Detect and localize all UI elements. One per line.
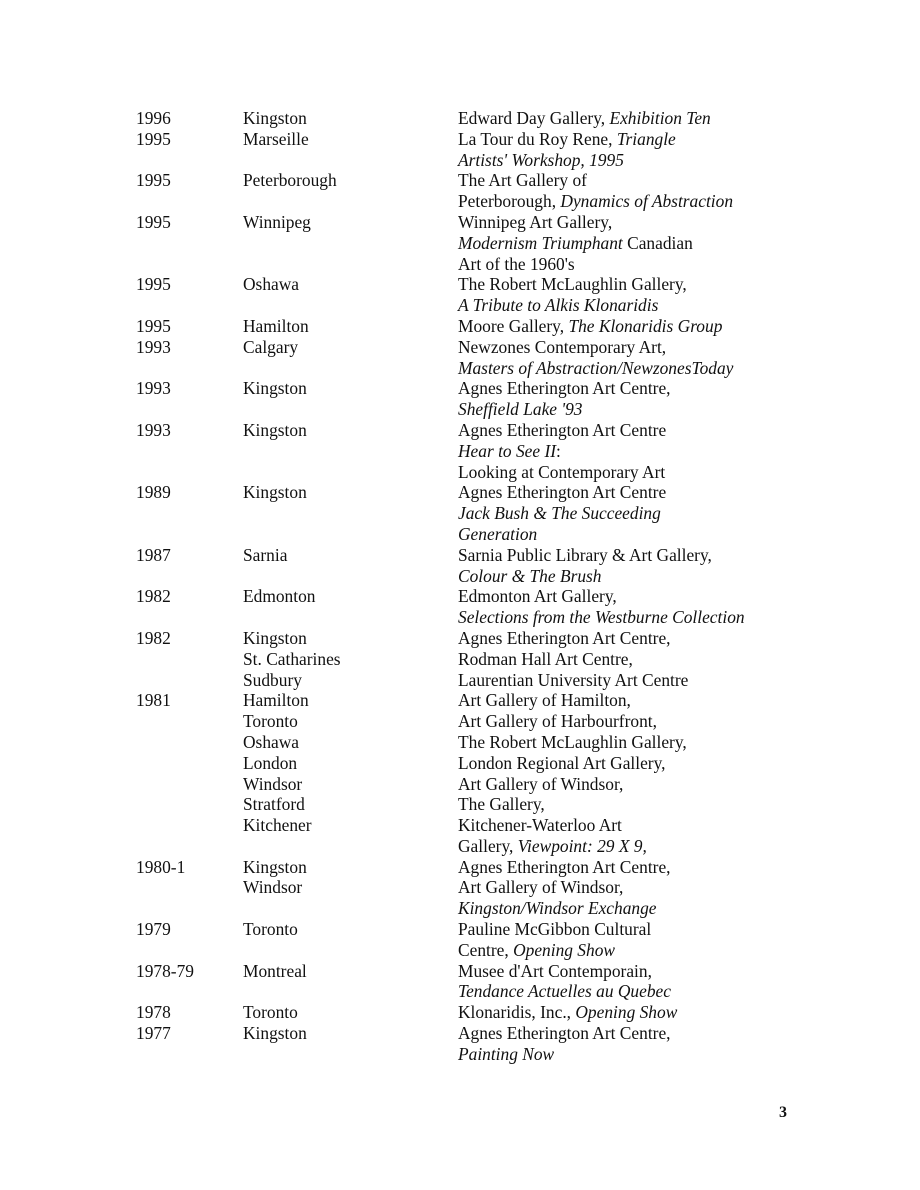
exhibition-entry-line — [136, 295, 796, 316]
venue-text: Rodman Hall Art Centre, — [458, 648, 633, 669]
venue-title-italic: Exhibition Ten — [609, 108, 711, 128]
exhibition-entry-line — [136, 1044, 796, 1065]
entry-city: Edmonton — [243, 586, 316, 607]
venue-title-italic: Painting Now — [458, 1043, 555, 1064]
entry-city: Calgary — [243, 336, 299, 357]
venue-text: Pauline McGibbon Cultural — [458, 919, 652, 940]
entry-year: 1982 — [136, 627, 171, 648]
venue-text: Agnes Etherington Art Centre, — [458, 856, 671, 877]
venue-text: The Gallery, — [458, 794, 545, 815]
entry-venue — [458, 607, 798, 628]
exhibition-entry-line — [136, 191, 796, 212]
entry-venue — [458, 794, 798, 815]
venue-text: Sarnia Public Library & Art Gallery, — [458, 544, 712, 565]
entry-city: Stratford — [243, 794, 305, 815]
entry-venue — [458, 545, 798, 566]
venue-text: Agnes Etherington Art Centre, — [458, 627, 671, 648]
venue-text: Agnes Etherington Art Centre — [458, 419, 667, 440]
entry-venue — [458, 295, 798, 316]
venue-text: Newzones Contemporary Art, — [458, 336, 667, 357]
venue-title-italic: Opening Show — [575, 1002, 678, 1023]
exhibition-list — [136, 108, 796, 1065]
entry-venue — [458, 732, 798, 753]
exhibition-entry-line — [136, 129, 796, 150]
exhibition-entry-line — [136, 150, 796, 171]
venue-text: The Robert McLaughlin Gallery, — [458, 274, 687, 295]
exhibition-entry-line — [136, 108, 796, 129]
entry-city: Oshawa — [243, 274, 300, 295]
exhibition-entry-line — [136, 586, 796, 607]
exhibition-entry-line — [136, 607, 796, 628]
exhibition-entry-line — [136, 857, 796, 878]
entry-venue — [458, 919, 798, 940]
venue-title-italic: Sheffield Lake '93 — [458, 399, 583, 420]
exhibition-entry-line — [136, 420, 796, 441]
entry-city: Peterborough — [243, 170, 337, 191]
exhibition-entry-line — [136, 877, 796, 898]
venue-text: Winnipeg Art Gallery, — [458, 211, 613, 232]
venue-title-italic: Tendance Actuelles au Quebec — [458, 981, 671, 1002]
entry-venue — [458, 815, 798, 836]
venue-text: Kitchener-Waterloo Art — [458, 815, 622, 836]
venue-title-italic: Triangle — [616, 128, 676, 149]
exhibition-entry-line — [136, 482, 796, 503]
exhibition-entry-line — [136, 170, 796, 191]
venue-title-italic: Kingston/Windsor Exchange — [458, 898, 657, 919]
exhibition-entry-line — [136, 670, 796, 691]
exhibition-entry-line — [136, 898, 796, 919]
entry-city: Kingston — [243, 482, 307, 503]
venue-text: Art Gallery of Harbourfront, — [458, 711, 657, 732]
venue-text: Musee d'Art Contemporain, — [458, 960, 652, 981]
venue-text: : — [556, 440, 561, 461]
exhibition-entry-line — [136, 254, 796, 275]
exhibition-entry-line — [136, 815, 796, 836]
entry-city: Kingston — [243, 1023, 307, 1044]
entry-venue — [458, 378, 798, 399]
venue-text: Art of the 1960's — [458, 253, 575, 274]
entry-venue — [458, 628, 798, 649]
exhibition-entry-line — [136, 794, 796, 815]
exhibition-entry-line — [136, 274, 796, 295]
venue-title-italic: Hear to See II — [458, 440, 557, 461]
entry-year: 1993 — [136, 336, 171, 357]
entry-city: Windsor — [243, 773, 303, 794]
entry-year: 1979 — [136, 919, 171, 940]
venue-text: Gallery, — [458, 835, 518, 856]
entry-venue — [458, 212, 798, 233]
venue-text: London Regional Art Gallery, — [458, 752, 666, 773]
entry-year: 1980-1 — [136, 856, 186, 877]
entry-venue — [458, 420, 798, 441]
entry-city: Kingston — [243, 627, 307, 648]
entry-venue — [458, 898, 798, 919]
exhibition-entry-line — [136, 732, 796, 753]
entry-venue — [458, 586, 798, 607]
entry-city: Toronto — [243, 1002, 298, 1023]
venue-title-italic: Modernism Triumphant — [458, 232, 623, 253]
venue-text: Agnes Etherington Art Centre, — [458, 378, 671, 399]
exhibition-entry-line — [136, 836, 796, 857]
entry-year: 1995 — [136, 128, 171, 149]
entry-year: 1995 — [136, 211, 171, 232]
venue-text: Edward Day Gallery, — [458, 108, 610, 128]
entry-city: Windsor — [243, 877, 303, 898]
entry-city: Kingston — [243, 419, 307, 440]
exhibition-entry-line — [136, 753, 796, 774]
entry-venue — [458, 233, 798, 254]
venue-title-italic: A Tribute to Alkis Klonaridis — [458, 295, 659, 316]
entry-venue — [458, 1044, 798, 1065]
page-number: 3 — [779, 1104, 787, 1121]
entry-city: Toronto — [243, 919, 298, 940]
venue-text: Art Gallery of Hamilton, — [458, 690, 631, 711]
entry-venue — [458, 649, 798, 670]
entry-venue — [458, 150, 798, 171]
entry-venue — [458, 940, 798, 961]
venue-title-italic: Selections from the Westburne Collection — [458, 607, 745, 628]
entry-venue — [458, 108, 798, 129]
entry-year: 1978 — [136, 1002, 171, 1023]
entry-venue — [458, 566, 798, 587]
exhibition-entry-line — [136, 628, 796, 649]
exhibition-entry-line — [136, 441, 796, 462]
entry-venue — [458, 690, 798, 711]
entry-venue — [458, 358, 798, 379]
entry-venue — [458, 961, 798, 982]
exhibition-entry-line — [136, 690, 796, 711]
venue-text: The Robert McLaughlin Gallery, — [458, 731, 687, 752]
entry-venue — [458, 981, 798, 1002]
entry-city: St. Catharines — [243, 648, 341, 669]
exhibition-entry-line — [136, 774, 796, 795]
entry-venue — [458, 482, 798, 503]
exhibition-entry-line — [136, 399, 796, 420]
entry-city: Montreal — [243, 960, 307, 981]
exhibition-entry-line — [136, 524, 796, 545]
exhibition-entry-line — [136, 212, 796, 233]
exhibition-entry-line — [136, 981, 796, 1002]
exhibition-entry-line — [136, 566, 796, 587]
entry-venue — [458, 316, 798, 337]
entry-year: 1989 — [136, 482, 171, 503]
entry-city: Kitchener — [243, 815, 312, 836]
entry-city: Winnipeg — [243, 211, 311, 232]
exhibition-entry-line — [136, 1023, 796, 1044]
entry-year: 1987 — [136, 544, 171, 565]
exhibition-entry-line — [136, 316, 796, 337]
entry-city: Oshawa — [243, 731, 300, 752]
venue-text: Art Gallery of Windsor, — [458, 877, 624, 898]
exhibition-entry-line — [136, 462, 796, 483]
venue-title-italic: Jack Bush & The Succeeding — [458, 503, 661, 524]
venue-text: Canadian — [622, 232, 693, 253]
entry-venue — [458, 774, 798, 795]
entry-year: 1995 — [136, 170, 171, 191]
entry-year: 1993 — [136, 378, 171, 399]
entry-venue — [458, 753, 798, 774]
entry-year: 1995 — [136, 315, 171, 336]
entry-venue — [458, 877, 798, 898]
venue-title-italic: Artists' Workshop, 1995 — [458, 149, 624, 170]
entry-year: 1982 — [136, 586, 171, 607]
entry-city: Marseille — [243, 128, 309, 149]
entry-city: Sudbury — [243, 669, 302, 690]
entry-venue — [458, 857, 798, 878]
venue-text: Laurentian University Art Centre — [458, 669, 689, 690]
entry-venue — [458, 524, 798, 545]
exhibition-entry-line — [136, 503, 796, 524]
exhibition-entry-line — [136, 940, 796, 961]
venue-text: Agnes Etherington Art Centre — [458, 482, 667, 503]
exhibition-entry-line — [136, 1002, 796, 1023]
entry-venue — [458, 836, 798, 857]
venue-text: Agnes Etherington Art Centre, — [458, 1023, 671, 1044]
entry-city: Kingston — [243, 378, 307, 399]
venue-title-italic: Colour & The Brush — [458, 565, 602, 586]
exhibition-entry-line — [136, 337, 796, 358]
venue-text: Edmonton Art Gallery, — [458, 586, 617, 607]
exhibition-entry-line — [136, 961, 796, 982]
entry-venue — [458, 1002, 798, 1023]
entry-city: Sarnia — [243, 544, 288, 565]
entry-venue — [458, 503, 798, 524]
entry-city: Kingston — [243, 108, 307, 128]
venue-title-italic: Generation — [458, 523, 538, 544]
exhibition-entry-line — [136, 545, 796, 566]
entry-year: 1995 — [136, 274, 171, 295]
entry-city: Hamilton — [243, 690, 309, 711]
entry-venue — [458, 441, 798, 462]
entry-venue — [458, 274, 798, 295]
entry-city: London — [243, 752, 298, 773]
exhibition-entry-line — [136, 378, 796, 399]
entry-year: 1996 — [136, 108, 171, 128]
entry-year: 1981 — [136, 690, 171, 711]
entry-city: Toronto — [243, 711, 298, 732]
entry-venue — [458, 129, 798, 150]
entry-city: Hamilton — [243, 315, 309, 336]
entry-venue — [458, 711, 798, 732]
venue-text: Centre, — [458, 939, 514, 960]
exhibition-entry-line — [136, 919, 796, 940]
venue-text: Klonaridis, Inc., — [458, 1002, 576, 1023]
entry-venue — [458, 1023, 798, 1044]
entry-venue — [458, 399, 798, 420]
venue-title-italic: The Klonaridis Group — [568, 315, 723, 336]
entry-venue — [458, 670, 798, 691]
exhibition-entry-line — [136, 711, 796, 732]
exhibition-entry-line — [136, 358, 796, 379]
venue-title-italic: Masters of Abstraction/NewzonesToday — [458, 357, 734, 378]
venue-title-italic: Dynamics of Abstraction — [560, 191, 734, 212]
venue-title-italic: Viewpoint: 29 X 9, — [517, 835, 647, 856]
venue-text: The Art Gallery of — [458, 170, 587, 191]
entry-venue — [458, 170, 798, 191]
venue-text: Art Gallery of Windsor, — [458, 773, 624, 794]
venue-text: Peterborough, — [458, 191, 561, 212]
venue-text: La Tour du Roy Rene, — [458, 128, 617, 149]
venue-title-italic: Opening Show — [513, 939, 615, 960]
entry-year: 1978-79 — [136, 960, 194, 981]
exhibition-entry-line — [136, 649, 796, 670]
entry-venue — [458, 462, 798, 483]
venue-text: Moore Gallery, — [458, 315, 569, 336]
entry-venue — [458, 337, 798, 358]
entry-venue — [458, 254, 798, 275]
entry-year: 1993 — [136, 419, 171, 440]
entry-city: Kingston — [243, 856, 307, 877]
venue-text: Looking at Contemporary Art — [458, 461, 666, 482]
entry-year: 1977 — [136, 1023, 171, 1044]
entry-venue — [458, 191, 798, 212]
exhibition-entry-line — [136, 233, 796, 254]
